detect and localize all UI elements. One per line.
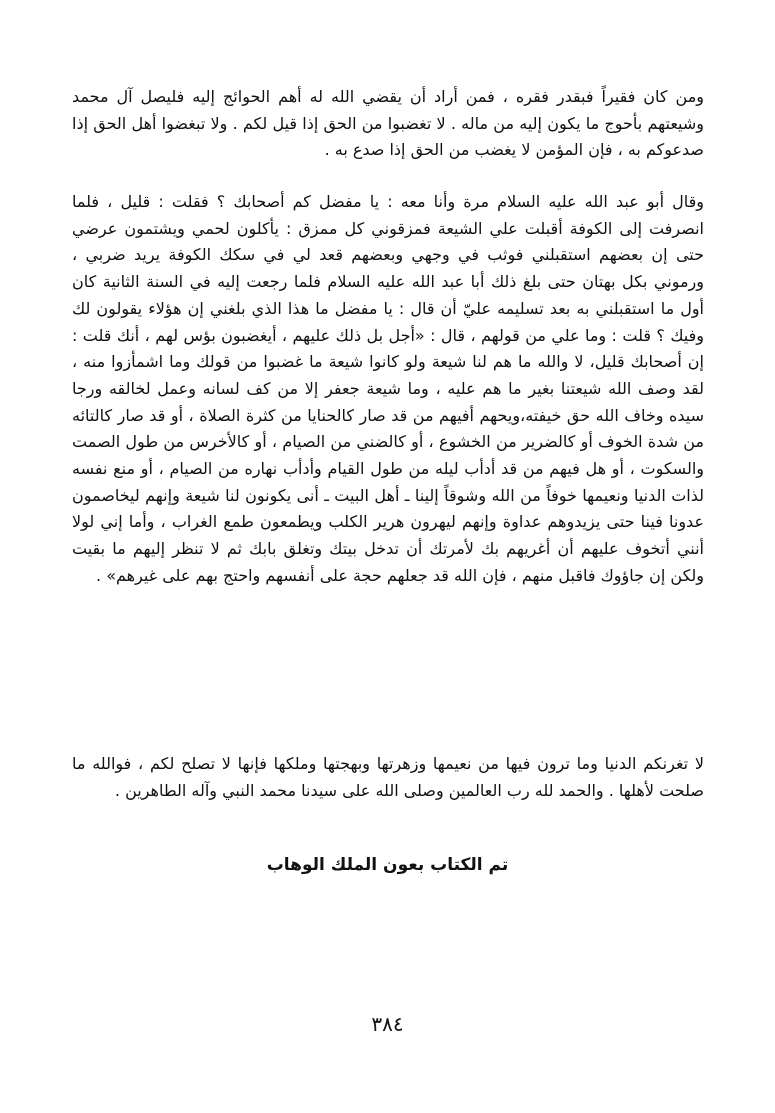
paragraph-narration: وقال أبو عبد الله عليه السلام مرة وأنا معه : يا مفضل كم أصحابك ؟ فقلت : قليل ، فلما انصرفت إلى الكوفة أقبلت علي الشيعة فمزقوني كل ممزق : يأكلون لحمي ويشتمون عرضي حتى إن بعضهم استقبلني فوثب في وجهي وبعضهم قعد لي في سكك الكوفة يريد ضربي ، ورموني بكل بهتان حتى بلغ ذلك أبا عبد الله عليه السلام فلما رجعت إليه في السنة الثانية كان أول ما استقبلني به بعد تسليمه عليّ أن قال : يا مفضل ما هذا الذي بلغني إن هؤلاء يقولون لك وفيك ؟ قلت : وما علي من قولهم ، قال : «أجل بل ذلك عليهم ، أيغضبون بؤس لهم ، أنك قلت : إن أصحابك قليل، لا والله ما هم لنا شيعة ولو كانوا شيعة ما غضبوا من قولك وما اشمأزوا منه ، لقد وصف الله شيعتنا بغير ما هم عليه ، وما شيعة جعفر إلا من كف لسانه وعمل لخالقه ورجا سيده وخاف الله حق خيفته،ويحهم أفيهم من قد صار كالحنايا من كثرة الصلاة ، أو قد صار كالتائه من شدة الخوف أو كالضرير من الخشوع ، أو كالضني من الصيام ، أو كالأخرس من طول الصمت والسكوت ، أو هل فيهم من قد أدأب ليله من طول القيام وأدأب نهاره من الصيام ، أو منع نفسه لذات الدنيا ونعيمها خوفاً من الله وشوقاً إلينا ـ أهل البيت ـ أنى يكونون لنا شيعة وإنهم ليخاصمون عدونا فينا حتى يزيدوهم عداوة وإنهم ليهرون هرير الكلب ويطمعون طمع الغراب ، وأما إني لولا أنني أتخوف عليهم أن أغريهم بك لأمرتك أن تدخل بيتك وتغلق بابك ثم لا تنظر إليهم ما بقيت ولكن إن جاؤوك فاقبل منهم ، فإن الله قد جعلهم حجة على أنفسهم واحتج بهم على غيرهم» . <box>72 192 704 585</box>
book-closing-line: تم الكتاب بعون الملك الوهاب <box>266 855 509 875</box>
page-number: ٣٨٤ <box>371 1012 404 1036</box>
paragraph-conclusion: لا تغرنكم الدنيا وما ترون فيها من نعيمها وزهرتها وبهجتها وملكها فإنها لا تصلح لكم ، فوالله ما صلحت لأهلها . والحمد لله رب العالمين وصلى الله على سيدنا محمد النبي وآله الطاهرين . <box>72 754 704 800</box>
paragraph-opening: ومن كان فقيراً فبقدر فقره ، فمن أراد أن يقضي الله له أهم الحوائج إليه فليصل آل محمد وشيعتهم بأحوج ما يكون إليه من ماله . لا تغضبوا من الحق إذا قيل لكم . ولا تبغضوا أهل الحق إذا صدعوكم به ، فإن المؤمن لا يغضب من الحق إذا صدع به . <box>72 87 704 160</box>
